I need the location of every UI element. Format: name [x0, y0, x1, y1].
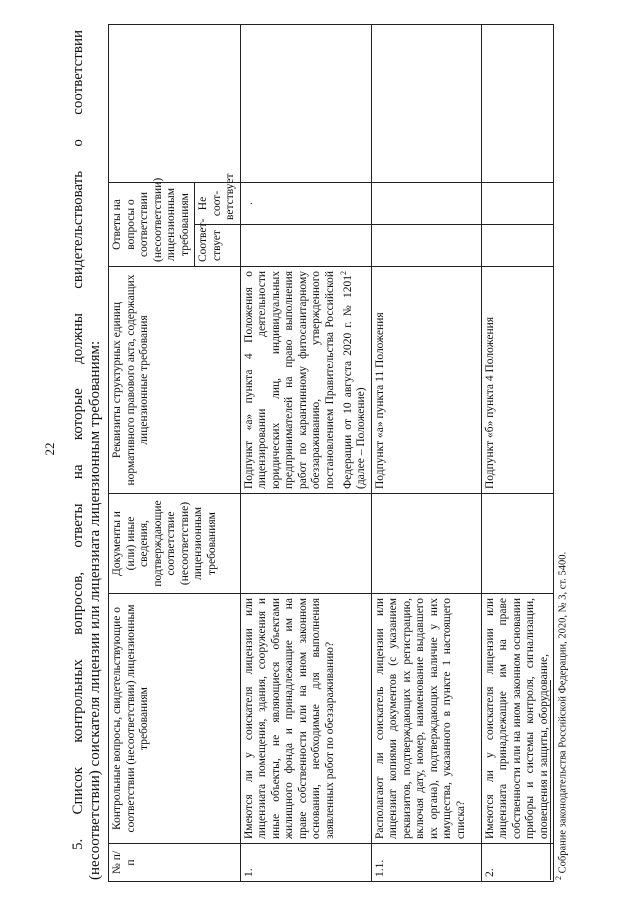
header-num: № п/п	[109, 844, 241, 882]
header-empty	[109, 24, 241, 182]
header-question: Контрольные вопросы, свидетельствующие о соответствии (несоответствии) лицензионным требованиям	[109, 594, 241, 844]
row-question: Располагают ли соискатель лицензии или лицензиат копиями документов (с указанием реквизитов, подтверждающих их регистрацию, включая дату, номер, наименование выдавшего их органа), подтверждающих наличие у них имущества, указанного в пункте 1 настоящего списка?	[371, 594, 481, 844]
checklist-table	[108, 24, 554, 882]
row-requisites: Подпункт «б» пункта 4 Положения	[481, 267, 554, 494]
heading-line-2: (несоответствии) соискателя лицензии или лицензиата лицензионным требованиям:	[87, 340, 103, 880]
row-question: Имеются ли у соискателя лицензии или лицензиата принадлежащие им на праве собственности или на ином законном основании приборы и системы контроля, сигнализации, оповещения и защиты, оборудование,	[481, 594, 554, 844]
header-documents: Документы и (или) иные сведения, подтверждающие соответствие (несоответствие) лицензионным требованиям	[109, 494, 241, 594]
row-empty	[481, 24, 554, 182]
header-answer-yes: Соответ-ствует	[195, 225, 241, 267]
section-heading	[70, 30, 104, 880]
heading-line-1: 5. Список контрольных вопросов, ответы на которые должны свидетельствовать о соответствии	[70, 30, 86, 850]
header-requisites: Реквизиты структурных единиц нормативного правового акта, содержащих лицензионные требования	[109, 267, 241, 494]
row-requisites: Подпункт «а» пункта 4 Положения о лицензировании деятельности юридических лиц, индивидуальных предпринимателей на право выполнения работ по карантинному фитосанитарному обеззараживанию, утвержденного постановлением Правительства Российской Федерации от 10 августа 2020 г. № 1201$^2$ (далее – Положение)	[240, 267, 371, 494]
row-documents	[481, 494, 554, 594]
row-num: 2.	[481, 844, 554, 882]
row-answer-no	[371, 182, 481, 224]
row-empty	[371, 24, 481, 182]
row-answer-yes	[371, 225, 481, 267]
row-requisites: Подпункт «а» пункта 11 Положения	[371, 267, 481, 494]
rotated-content	[42, 15, 580, 890]
row-answer-yes	[240, 225, 371, 267]
row-answer-no	[481, 182, 554, 224]
header-answers: Ответы на вопросы о соответствии (несоответствии) лицензионным требованиям	[109, 182, 195, 266]
row-num: 1.	[240, 844, 371, 882]
row-answer-yes	[481, 225, 554, 267]
table-row	[371, 24, 481, 881]
header-answer-no: Не соот-ветствует	[195, 182, 241, 224]
row-documents	[240, 494, 371, 594]
table-row	[240, 24, 371, 881]
row-num: 1.1.	[371, 844, 481, 882]
row-question: Имеются ли у соискателя лицензии или лицензиата помещения, здания, сооружения и иные объекты, не являющиеся объектами жилищного фонда и принадлежащие им на праве собственности или на ином законном основании, необходимые для выполнения заявленных работ по обеззараживанию?	[240, 594, 371, 844]
header-row	[109, 24, 195, 881]
footnote: $^2$ Собрание законодательства Российской Федерации, 2020, № 3, ст. 5400.	[554, 551, 569, 880]
row-answer-no: .	[240, 182, 371, 224]
row-documents	[371, 494, 481, 594]
page-number: 22	[42, 442, 57, 456]
row-empty	[240, 24, 371, 182]
table-row	[481, 24, 554, 881]
footnote-divider	[550, 680, 551, 880]
